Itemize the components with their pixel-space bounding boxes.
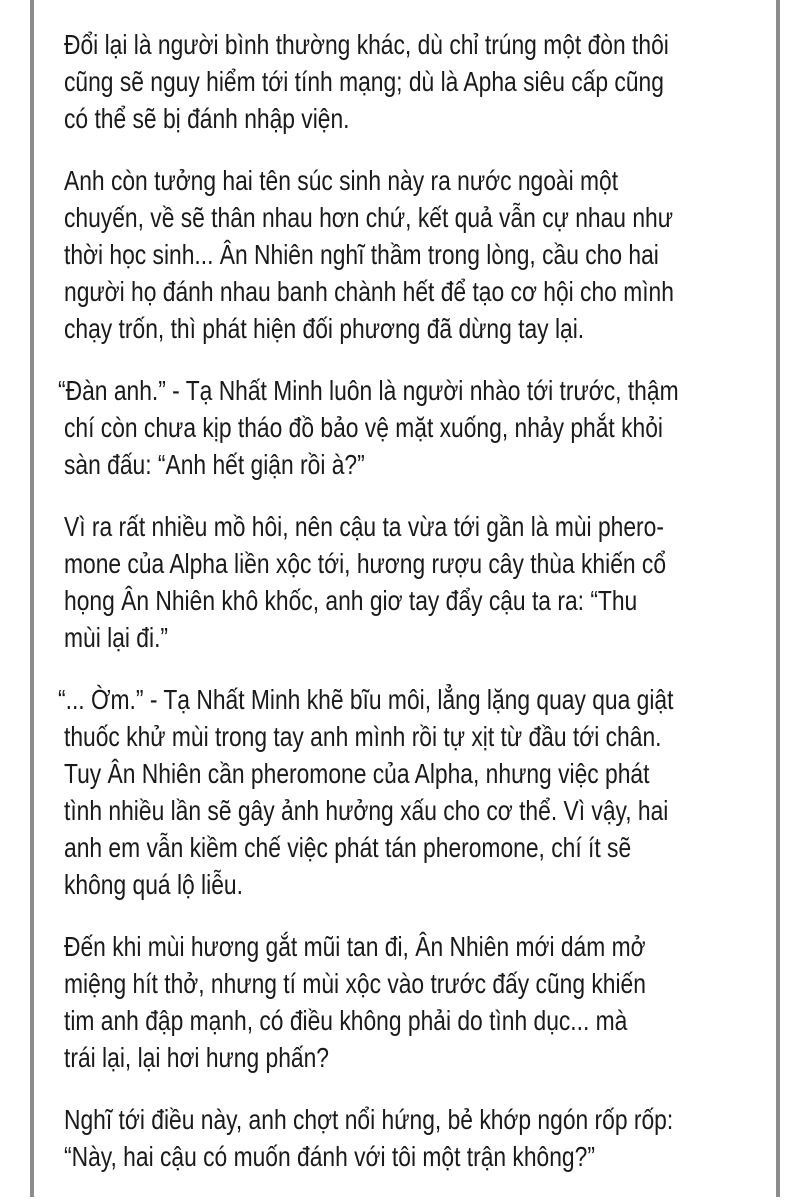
text-line: tim anh đập mạnh, có điều không phải do tình dục... mà: [64, 1005, 628, 1036]
text-line: Đổi lại là người bình thường khác, dù chỉ trúng một đòn thôi: [64, 29, 669, 60]
text-line: không quá lộ liễu.: [64, 869, 243, 900]
text-line: người họ đánh nhau banh chành hết để tạo cơ hội cho mình: [64, 276, 674, 307]
text-line: miệng hít thở, nhưng tí mùi xộc vào trước đấy cũng khiến: [64, 968, 646, 999]
text-line: Anh còn tưởng hai tên súc sinh này ra nước ngoài một: [64, 165, 619, 196]
text-line: anh em vẫn kiềm chế việc phát tán pheromone, chí ít sẽ: [64, 832, 632, 863]
paragraph: [64, 26, 774, 137]
text-line: Tuy Ân Nhiên cần pheromone của Alpha, nhưng việc phát: [64, 758, 650, 789]
text-line: thuốc khử mùi trong tay anh mình rồi tự xịt từ đầu tới chân.: [64, 721, 662, 752]
paragraph: [64, 928, 774, 1076]
text-line: chạy trốn, thì phát hiện đối phương đã dừng tay lại.: [64, 313, 585, 344]
text-line: mone của Alpha liền xộc tới, hương rượu cây thùa khiến cổ: [64, 548, 667, 579]
text-line: “... Ờm.” - Tạ Nhất Minh khẽ bĩu môi, lẳng lặng quay qua giật: [58, 684, 674, 715]
text-line: sàn đấu: “Anh hết giận rồi à?”: [64, 449, 365, 480]
text-line: Vì ra rất nhiều mồ hôi, nên cậu ta vừa tới gần là mùi phero-: [64, 511, 664, 542]
text-line: chí còn chưa kịp tháo đồ bảo vệ mặt xuống, nhảy phắt khỏi: [64, 412, 663, 443]
page-border-right: [776, 0, 780, 1197]
text-line: họng Ân Nhiên khô khốc, anh giơ tay đẩy cậu ta ra: “Thu: [64, 585, 638, 616]
paragraph: [58, 372, 774, 483]
paragraph: [64, 162, 774, 347]
document-body: [58, 26, 774, 1200]
text-line: “Đàn anh.” - Tạ Nhất Minh luôn là người nhào tới trước, thậm: [58, 375, 679, 406]
text-line: trái lại, lại hơi hưng phấn?: [64, 1042, 330, 1073]
paragraph: [64, 508, 774, 656]
paragraph: [58, 681, 774, 903]
text-line: cũng sẽ nguy hiểm tới tính mạng; dù là Apha siêu cấp cũng: [64, 66, 664, 97]
text-line: chuyến, về sẽ thân nhau hơn chứ, kết quả vẫn cự nhau như: [64, 202, 674, 233]
paragraph: [64, 1101, 774, 1175]
text-line: Nghĩ tới điều này, anh chợt nổi hứng, bẻ khớp ngón rốp rốp:: [64, 1104, 674, 1135]
text-line: có thể sẽ bị đánh nhập viện.: [64, 103, 350, 134]
text-line: “Này, hai cậu có muốn đánh với tôi một trận không?”: [64, 1141, 595, 1172]
text-line: tình nhiều lần sẽ gây ảnh hưởng xấu cho cơ thể. Vì vậy, hai: [64, 795, 669, 826]
page-border-left: [30, 0, 34, 1197]
text-line: thời học sinh... Ân Nhiên nghĩ thầm trong lòng, cầu cho hai: [64, 239, 659, 270]
text-line: mùi lại đi.”: [64, 622, 169, 653]
text-line: Đến khi mùi hương gắt mũi tan đi, Ân Nhiên mới dám mở: [64, 931, 646, 962]
